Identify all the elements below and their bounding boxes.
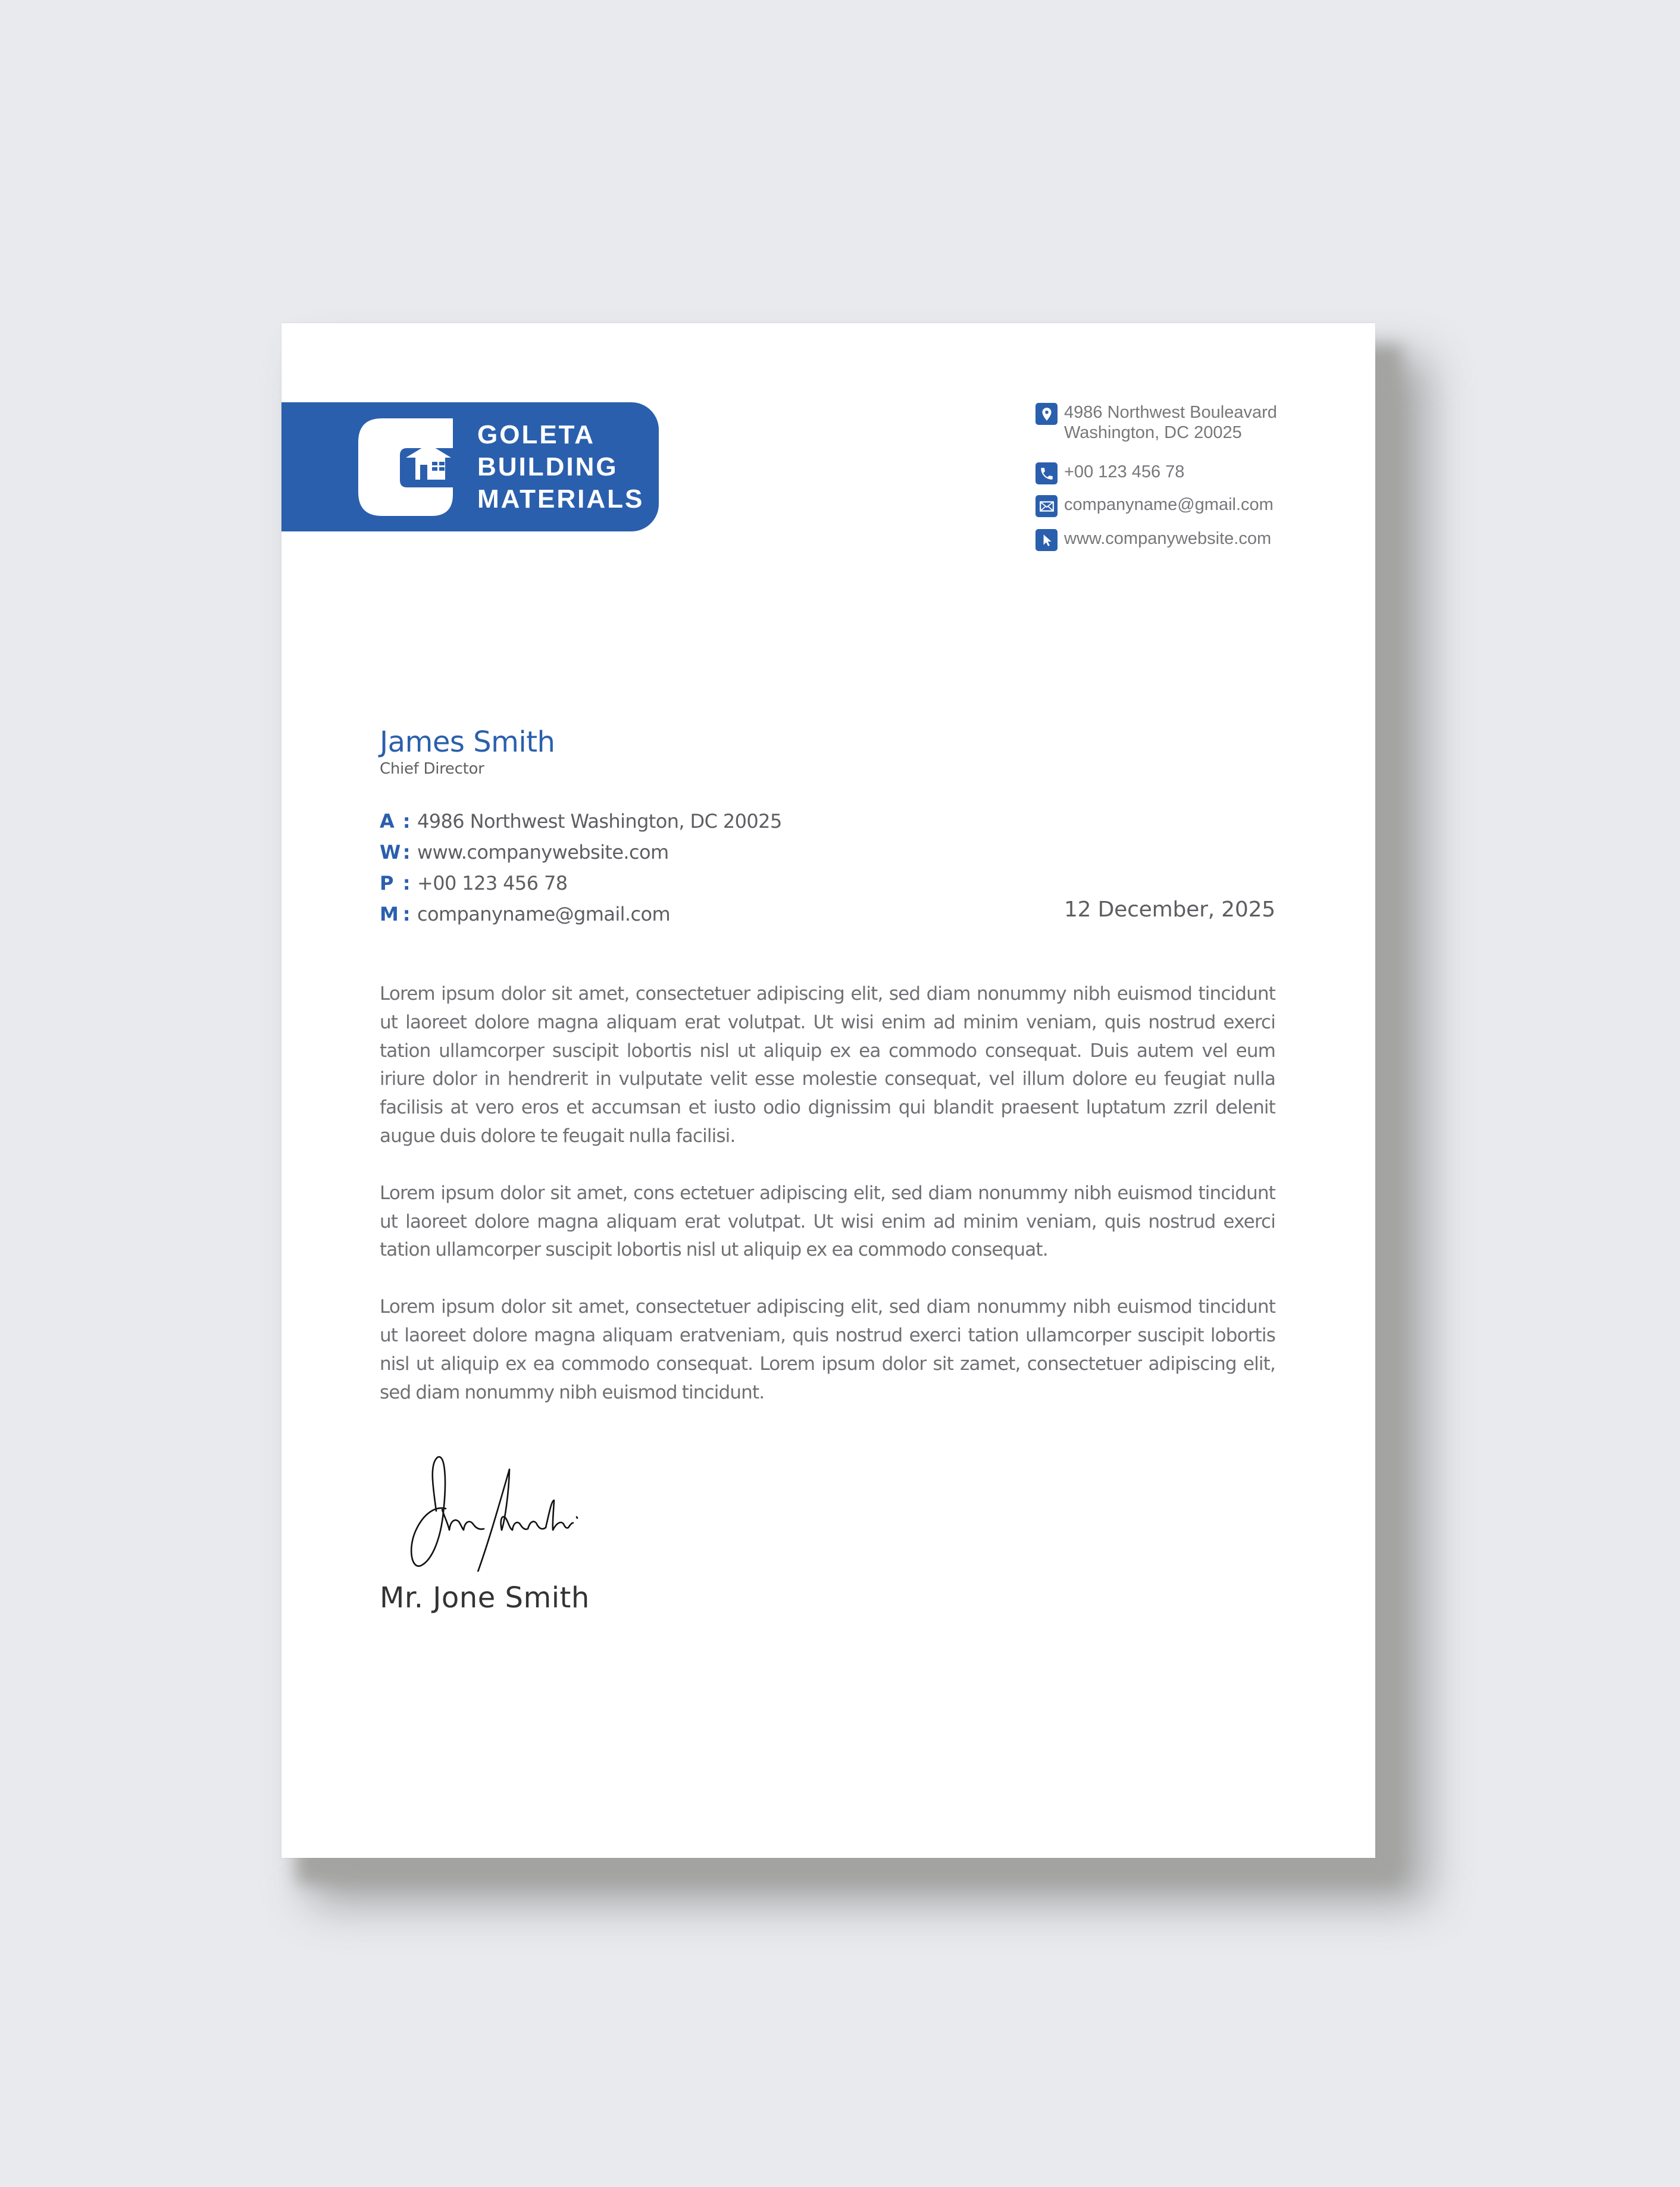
recipient-name: James Smith xyxy=(380,725,555,759)
recipient-title: Chief Director xyxy=(380,760,484,778)
company-name-line: MATERIALS xyxy=(477,484,645,514)
recipient-details xyxy=(380,806,782,930)
contact-address xyxy=(1035,403,1277,443)
detail-key: W : xyxy=(380,841,410,863)
contact-email xyxy=(1035,495,1274,517)
contact-phone xyxy=(1035,462,1184,484)
detail-row-email xyxy=(380,899,782,930)
detail-value: www.companywebsite.com xyxy=(417,841,669,863)
detail-key: M : xyxy=(380,903,410,925)
detail-value: 4986 Northwest Washington, DC 20025 xyxy=(417,810,782,833)
company-name-line: BUILDING xyxy=(477,452,618,481)
detail-value: +00 123 456 78 xyxy=(417,872,568,894)
address-line-1: 4986 Northwest Bouleavard xyxy=(1064,403,1277,422)
contact-phone-text: +00 123 456 78 xyxy=(1064,462,1185,481)
location-pin-icon xyxy=(1035,403,1058,425)
letter-body xyxy=(380,980,1275,1435)
letterhead-page xyxy=(281,323,1375,1858)
envelope-icon xyxy=(1035,495,1058,517)
phone-icon xyxy=(1035,462,1058,484)
detail-row-address xyxy=(380,806,782,837)
contact-website-text: www.companywebsite.com xyxy=(1064,529,1272,548)
company-name-line: GOLETA xyxy=(477,420,596,449)
g-house-logo-icon xyxy=(358,418,465,516)
recipient-block xyxy=(380,724,555,779)
company-name xyxy=(477,419,644,515)
logo-band xyxy=(281,402,659,531)
body-paragraph: Lorem ipsum dolor sit amet, cons ectetuer adipiscing elit, sed diam nonummy nibh euismod tincidunt ut laoreet dolore magna aliquam erat volutpat. Ut wisi enim ad minim veniam, quis nostrud exerci tation ullamcorper suscipit lobortis nisl ut aliquip ex ea commodo consequat. xyxy=(380,1182,1275,1261)
detail-key: P : xyxy=(380,872,410,894)
contact-website xyxy=(1035,529,1271,551)
handwritten-signature-icon xyxy=(401,1447,603,1572)
address-line-2: Washington, DC 20025 xyxy=(1064,423,1242,442)
contact-email-text: companyname@gmail.com xyxy=(1064,495,1274,514)
contact-address-text xyxy=(1064,402,1277,443)
letter-date: 12 December, 2025 xyxy=(1063,897,1275,922)
cursor-pointer-icon xyxy=(1035,529,1058,551)
body-paragraph: Lorem ipsum dolor sit amet, consectetuer adipiscing elit, sed diam nonummy nibh euismod tincidunt ut laoreet dolore magna aliquam erat volutpat. Ut wisi enim ad minim veniam, quis nostrud exerci tation ullamcorper suscipit lobortis nisl ut aliquip ex ea commodo consequat. Duis autem vel eum iriure dolor in hendrerit in vulputate velit esse molestie consequat, vel illum dolore eu feugiat nulla facilisis at vero eros et accumsan et iusto odio dignissim qui blandit praesent luptatum zzril delenit augue duis dolore te feugait nulla facilisi. xyxy=(380,983,1275,1147)
signer-name: Mr. Jone Smith xyxy=(380,1581,590,1615)
detail-key: A : xyxy=(380,810,410,833)
detail-row-phone xyxy=(380,868,782,899)
detail-row-website xyxy=(380,837,782,868)
detail-value: companyname@gmail.com xyxy=(417,903,671,925)
body-paragraph: Lorem ipsum dolor sit amet, consectetuer adipiscing elit, sed diam nonummy nibh euismod tincidunt ut laoreet dolore magna aliquam eratveniam, quis nostrud exerci tation ullamcorper suscipit lobortis nisl ut aliquip ex ea commodo consequat. Lorem ipsum dolor sit zamet, consectetuer adipiscing elit, sed diam nonummy nibh euismod tincidunt. xyxy=(380,1296,1275,1403)
